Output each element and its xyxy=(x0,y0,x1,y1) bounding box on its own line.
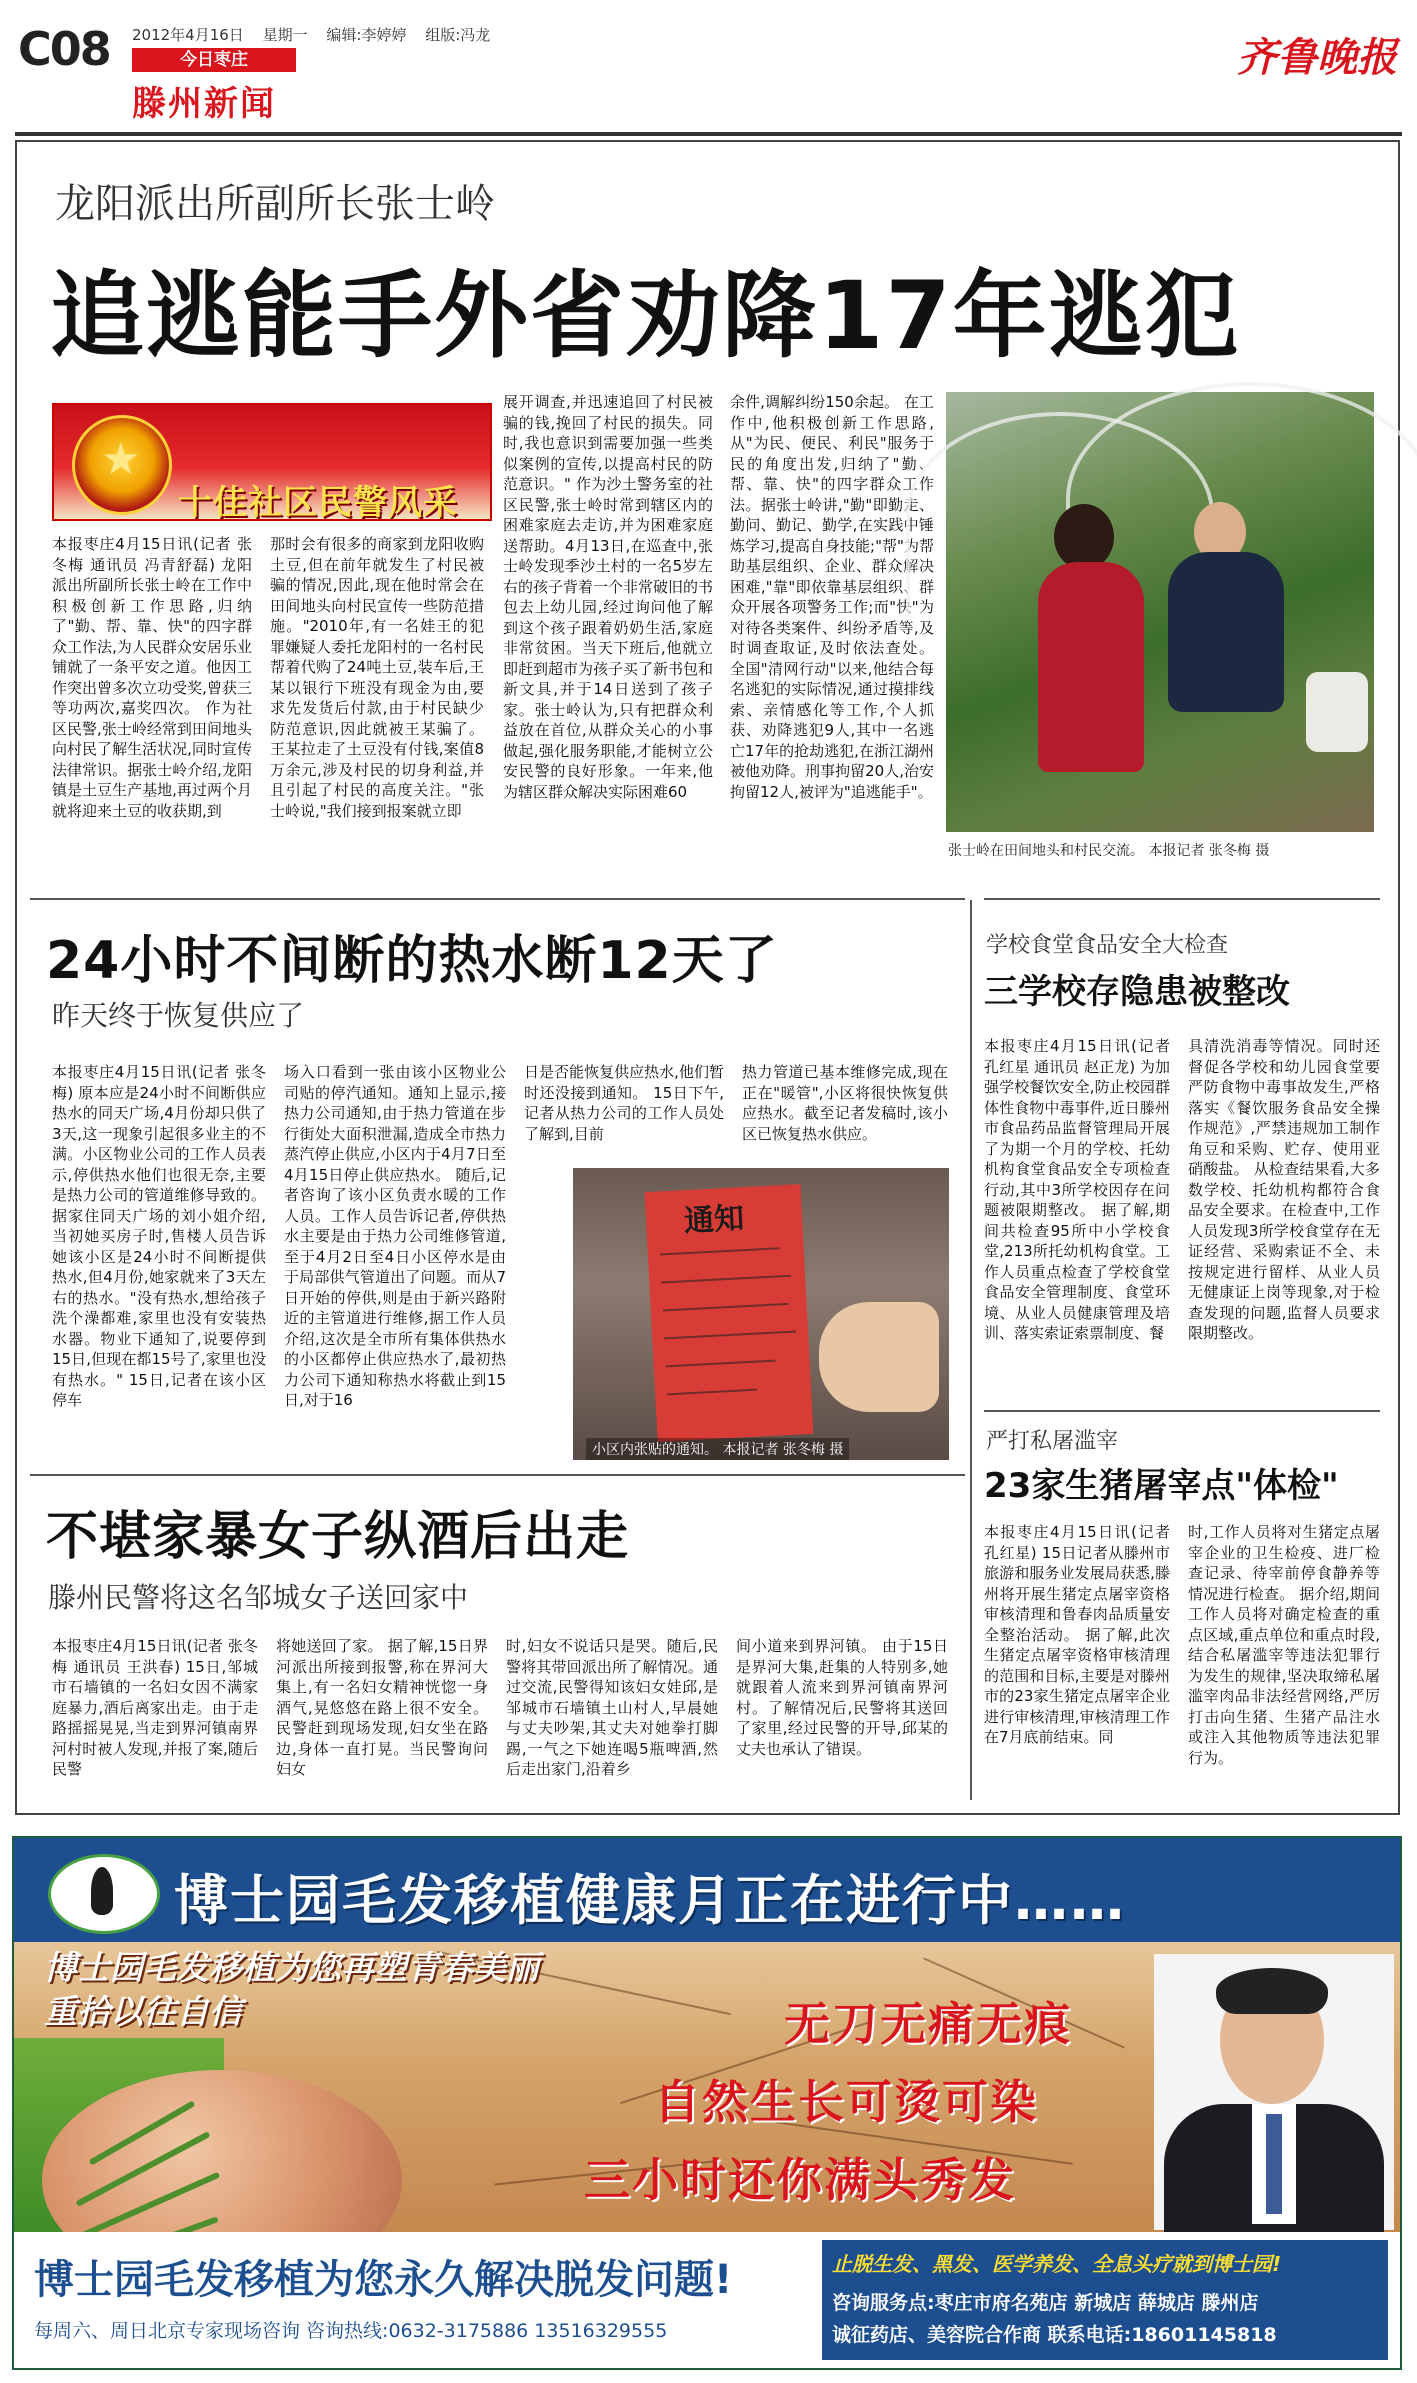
ad-locations: 咨询服务点:枣庄市府名苑店 新城店 薛城店 滕州店 xyxy=(832,2292,1259,2314)
section-divider xyxy=(30,898,965,900)
section-divider xyxy=(30,1474,965,1476)
article1-kicker: 龙阳派出所副所长张士岭 xyxy=(55,181,495,227)
section-name: 滕州新闻 xyxy=(132,84,276,124)
article3-col2: 具清洗消毒等情况。同时还督促各学校和幼儿园食堂要严防食物中毒事故发生,严格落实《餐饮服务食品安全操作规范》,严禁违规加工制作角豆和采购、贮存、使用亚硝酸盐。 从检查结果看,大多数学校、托幼机构都符合食品安全要求。在检查中,工作人员发现3所学校食堂存在无证经营、采购索证不全、未按规定进行留样、从业人员无健康证上岗等现象,对于检查发现的问题,监督人员要求限期整改。 xyxy=(1188,1037,1380,1342)
article2-col2: 场入口看到一张由该小区物业公司贴的停汽通知。通知上显示,接热力公司通知,由于热力管道在步行街处大面积泄漏,造成全市热力蒸汽停止供应,小区内于4月7日至4月15日停止供应热水。 随后,记者咨询了该小区负责水暖的工作人员。工作人员告诉记者,停供热水主要是由于热力公司维修管道,至于4月2日至4日小区停水是由于局部供气管道出了问题。而从7日开始的停供,则是由于新兴路附近的主管道进行维修,据工作人员介绍,这次是全市所有集体供热水的小区都停止供应热水了,最初热力公司下通知称热水将截止到15日,对于16 xyxy=(284,1063,506,1409)
article4-col1: 本报枣庄4月15日讯(记者 孔红星) 15日记者从滕州市旅游和服务业发展局获悉,滕州将开展生猪定点屠宰资格审核清理和鲁春肉品质量安全整治活动。 据了解,此次生猪定点屠宰资格审核清理的范围和目标,主要是对滕州市的23家生猪定点屠宰企业进行审核清理,审核清理工作在7月底前结束。同 xyxy=(984,1523,1170,1746)
ad-title: 博士园毛发移植健康月正在进行中…… xyxy=(174,1869,1126,1932)
article5-col3: 时,妇女不说话只是哭。随后,民警将其带回派出所了解情况。通过交流,民警得知该妇女娃邱,是邹城市石墙镇土山村人,早晨她与丈夫吵架,其丈夫对她拳打脚踢,一气之下她连喝5瓶啤酒,然后走出家门,沿着乡 xyxy=(506,1637,718,1778)
ad-hotline[interactable]: 每周六、周日北京专家现场咨询 咨询热线:0632-3175886 13516329555 xyxy=(34,2320,668,2342)
article2-col3: 日是否能恢复供应热水,他们暂时还没接到通知。 15日下午,记者从热力公司的工作人员处了解到,目前 xyxy=(524,1063,724,1143)
section-divider xyxy=(984,1410,1380,1412)
article3-col1: 本报枣庄4月15日讯(记者 孔红星 通讯员 赵正龙) 为加强学校餐饮安全,防止校园群体性食物中毒事件,近日滕州市食品药品监督管理局开展了为期一个月的学校、托幼机构食堂食品安全专项检查行动,其中3所学校因存在问题被限期整改。 据了解,期间共检查95所中小学校食堂,213所托幼机构食堂。工作人员重点检查了学校食堂食品安全管理制度、食堂环境、从业人员健康管理及培训、落实索证索票制度、餐 xyxy=(984,1037,1170,1342)
ad-footer xyxy=(14,2232,1400,2368)
ad-services: 止脱生发、黑发、医学养发、全息头疗就到博士园! xyxy=(832,2252,1282,2276)
notice-title: 通知 xyxy=(683,1201,745,1240)
layout-credit: 组版:冯龙 xyxy=(425,26,491,44)
ad-slogan-line1: 博士园毛发移植为您再塑青春美丽 xyxy=(44,1948,539,1987)
ad-feature-3: 三小时还你满头秀发 xyxy=(584,2153,1016,2207)
ad-feature-2: 自然生长可烫可染 xyxy=(654,2075,1038,2129)
article1-headline: 追逃能手外省劝降17年逃犯 xyxy=(50,262,1241,371)
article5-headline: 不堪家暴女子纵酒后出走 xyxy=(46,1507,630,1567)
ad-partner-contact[interactable]: 诚征药店、美容院合作商 联系电话:18601145818 xyxy=(832,2324,1277,2346)
article5-col4: 间小道来到界河镇。 由于15日是界河大集,赶集的人特别多,她就跟着人流来到界河镇南界河村。了解情况后,民警将其送回了家里,经过民警的开导,邱某的丈夫也承认了错误。 xyxy=(736,1637,948,1758)
issue-meta xyxy=(132,24,504,45)
article4-col2: 时,工作人员将对生猪定点屠宰企业的卫生检疫、进厂检查记录、待宰前停食静养等情况进行检查。 据介绍,期间工作人员将对确定检查的重点区域,重点单位和重点时段,结合私屠滥宰等违法犯罪行为发生的规律,坚决取缔私屠滥宰肉品非法经营网络,严厉打击向生猪、生猪产品注水或注入其他物质等违法犯罪行为。 xyxy=(1188,1523,1380,1767)
editor-credit: 编辑:李婷婷 xyxy=(326,26,407,44)
article1-col2: 那时会有很多的商家到龙阳收购土豆,但在前年就发生了村民被骗的情况,因此,现在他时常会在田间地头向村民宣传一些防范措施。"2010年,有一名娃王的犯罪嫌疑人委托龙阳村的一名村民帮着代购了24吨土豆,装车后,王某以银行下班没有现金为由,要求先发货后付款,由于村民缺少防范意识,因此就被王某骗了。王某拉走了土豆没有付钱,案值8万余元,涉及村民的切身利益,并且引起了村民的高度关注。"张士岭说,"我们接到报案就立即 xyxy=(270,535,484,820)
section-divider xyxy=(984,898,1380,900)
page-number: C08 xyxy=(18,22,110,76)
section-top-label: 今日枣庄 xyxy=(132,48,296,72)
article2-headline: 24小时不间断的热水断12天了 xyxy=(46,931,778,991)
hand-figure xyxy=(819,1302,939,1412)
article2-col1: 本报枣庄4月15日讯(记者 张冬梅) 原本应是24小时不间断供应热水的同天广场,4月份却只供了3天,这一现象引起很多业主的不满。小区物业公司的工作人员表示,停供热水他们也很无奈,主要是热力公司的管道维修导致的。 据家住同天广场的刘小姐介绍,当初她买房子时,售楼人员告诉她该小区是24小时不间断提供热水,但4月份,她家就来了3天左右的热水。"没有热水,想给孩子洗个澡都难,家里也没有安装热水器。物业下通知了,说要停到15日,但现在都15号了,家里也没有热水。" 15日,记者在该小区停车 xyxy=(52,1063,266,1409)
ad-footer-title: 博士园毛发移植为您永久解决脱发问题! xyxy=(34,2257,733,2303)
posted-notice xyxy=(645,1184,814,1442)
article2-photo xyxy=(573,1168,949,1460)
ad-slogan xyxy=(44,1946,539,2034)
article1-col4: 余件,调解纠纷150余起。 在工作中,他积极创新工作思路,从"为民、便民、利民"服务于民的角度出发,归纳了"勤、帮、靠、快"的四字群众工作法。据张士岭讲,"勤"即勤走、勤问、勤记、勤学,在实践中锤炼学习,提高自身技能;"帮"为帮助基层组织、企业、群众解决困难,"靠"即依靠基层组织、群众开展各项警务工作;而"快"为对待各类案件、纠纷矛盾等,及时调查取证,及时依法查处。 全国"清网行动"以来,他结合每名逃犯的实际情况,通过摸排线索、亲情感化等工作,个人抓获、劝降逃犯9人,其中一名逃亡17年的抢劫逃犯,在浙江湖州被他劝降。刑事拘留20人,治安拘留12人,被评为"追逃能手"。 xyxy=(730,393,934,801)
ad-slogan-line2: 重拾以往自信 xyxy=(44,1992,242,2031)
article1-col3: 展开调查,并迅速追回了村民被骗的钱,挽回了村民的损失。同时,我也意识到需要加强一些类似案例的宣传,以提高村民的防范意识。" 作为沙土警务室的社区民警,张士岭时常到辖区内的困难家庭去走访,并为困难家庭送帮助。4月13日,在巡查中,张士岭发现季沙土村的一名5岁左右的孩子背着一个非常破旧的书包去上幼儿园,经过询问他了解到这个孩子跟着奶奶生活,家庭非常贫困。当天下班后,他就立即赶到超市为孩子买了新书包和新文具,并于14日送到了孩子家。张士岭认为,只有把群众利益放在首位,从群众关心的小事做起,强化服务职能,才能树立公安民警的良好形象。一年来,他为辖区群众解决实际困难60 xyxy=(503,393,714,801)
article5-col2: 将她送回了家。 据了解,15日界河派出所接到报警,称在界河大集上,有一名妇女精神恍惚一身酒气,晃悠悠在路上很不安全。民警赶到现场发现,妇女坐在路边,身体一直打晃。当民警询问妇女 xyxy=(276,1637,488,1778)
police-emblem-icon: ★ xyxy=(72,415,172,515)
issue-date: 2012年4月16日 xyxy=(132,26,244,44)
ad-feature-1: 无刀无痛无痕 xyxy=(784,1997,1072,2051)
advertisement[interactable] xyxy=(12,1836,1402,2370)
article5-col1: 本报枣庄4月15日讯(记者 张冬梅 通讯员 王洪春) 15日,邹城市石墙镇的一名妇女因不满家庭暴力,酒后离家出走。由于走路摇摇晃晃,当走到界河镇南界河村时被人发现,并报了案,随后民警 xyxy=(52,1637,258,1778)
article4-headline: 23家生猪屠宰点"体检" xyxy=(984,1466,1339,1506)
issue-weekday: 星期一 xyxy=(262,26,308,44)
article1-col1: 本报枣庄4月15日讯(记者 张冬梅 通讯员 冯青舒磊) 龙阳派出所副所长张士岭在工作中积极创新工作思路,归纳了"勤、帮、靠、快"的四字群众工作法,为人民群众安居乐业铺就了一条平安之道。他因工作突出曾多次立功受奖,曾获三等功两次,嘉奖四次。 作为社区民警,张士岭经常到田间地头向村民了解生活状况,同时宣传法律常识。据张士岭介绍,龙阳镇是土豆生产基地,再过两个月就将迎来土豆的收获期,到 xyxy=(52,535,252,820)
article2-photo-caption: 小区内张贴的通知。 本报记者 张冬梅 摄 xyxy=(586,1438,849,1460)
column-divider xyxy=(970,900,972,1800)
article5-subheadline: 滕州民警将这名邹城女子送回家中 xyxy=(48,1581,469,1614)
clinic-logo-icon xyxy=(48,1854,160,1934)
article1-photo-caption: 张士岭在田间地头和村民交流。 本报记者 张冬梅 摄 xyxy=(948,843,1270,859)
article2-col4: 热力管道已基本维修完成,现在正在"暖管",小区将很快恢复供应热水。截至记者发稿时,该小区已恢复热水供应。 xyxy=(742,1063,948,1143)
column-banner xyxy=(52,403,492,521)
banner-text: 十佳社区民警风采 xyxy=(178,483,458,523)
header-rule xyxy=(15,132,1402,136)
article3-headline: 三学校存隐患被整改 xyxy=(984,972,1290,1012)
villager-figure xyxy=(1054,504,1114,570)
article3-kicker: 学校食堂食品安全大检查 xyxy=(986,933,1229,958)
spokesperson-portrait xyxy=(1154,1954,1394,2230)
ad-locations-box xyxy=(822,2240,1388,2360)
masthead: 齐鲁晚报 xyxy=(1237,34,1397,81)
article1-photo xyxy=(946,392,1374,832)
article2-subheadline: 昨天终于恢复供应了 xyxy=(52,999,305,1032)
article4-kicker: 严打私屠滥宰 xyxy=(986,1429,1119,1454)
